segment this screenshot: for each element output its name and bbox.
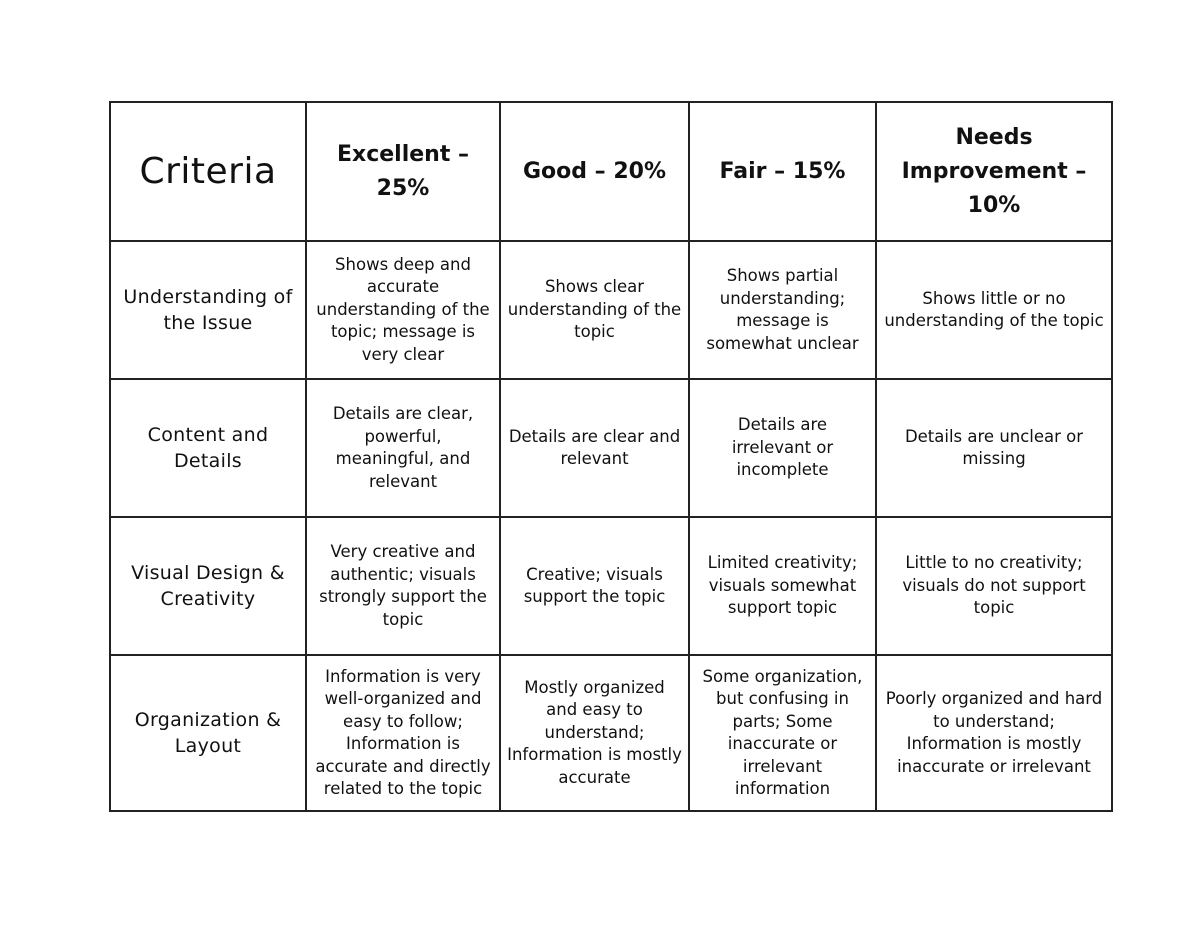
cell-organization-fair: Some organization, but confusing in parts; Some inaccurate or irrelevant information bbox=[689, 655, 876, 811]
criterion-content: Content and Details bbox=[110, 379, 306, 517]
criterion-understanding: Understanding of the Issue bbox=[110, 241, 306, 379]
cell-organization-excellent: Information is very well-organized and easy to follow; Information is accurate and directly related to the topic bbox=[306, 655, 500, 811]
table-row bbox=[110, 241, 1112, 379]
criterion-visual-design: Visual Design & Creativity bbox=[110, 517, 306, 655]
cell-understanding-needs-improvement: Shows little or no understanding of the topic bbox=[876, 241, 1112, 379]
cell-content-excellent: Details are clear, powerful, meaningful, and relevant bbox=[306, 379, 500, 517]
cell-visual-fair: Limited creativity; visuals somewhat support topic bbox=[689, 517, 876, 655]
cell-understanding-fair: Shows partial understanding; message is somewhat unclear bbox=[689, 241, 876, 379]
criteria-header: Criteria bbox=[110, 102, 306, 241]
cell-content-fair: Details are irrelevant or incomplete bbox=[689, 379, 876, 517]
rubric-table bbox=[109, 101, 1113, 812]
cell-visual-good: Creative; visuals support the topic bbox=[500, 517, 689, 655]
cell-organization-needs-improvement: Poorly organized and hard to understand; Information is mostly inaccurate or irrelevant bbox=[876, 655, 1112, 811]
level-header-fair: Fair – 15% bbox=[689, 102, 876, 241]
cell-content-good: Details are clear and relevant bbox=[500, 379, 689, 517]
table-row bbox=[110, 517, 1112, 655]
cell-visual-excellent: Very creative and authentic; visuals strongly support the topic bbox=[306, 517, 500, 655]
level-header-good: Good – 20% bbox=[500, 102, 689, 241]
table-row bbox=[110, 655, 1112, 811]
table-row bbox=[110, 379, 1112, 517]
level-header-excellent: Excellent – 25% bbox=[306, 102, 500, 241]
criterion-organization: Organization & Layout bbox=[110, 655, 306, 811]
header-row bbox=[110, 102, 1112, 241]
cell-visual-needs-improvement: Little to no creativity; visuals do not support topic bbox=[876, 517, 1112, 655]
level-header-needs-improvement: Needs Improvement – 10% bbox=[876, 102, 1112, 241]
cell-organization-good: Mostly organized and easy to understand; Information is mostly accurate bbox=[500, 655, 689, 811]
cell-understanding-good: Shows clear understanding of the topic bbox=[500, 241, 689, 379]
cell-understanding-excellent: Shows deep and accurate understanding of the topic; message is very clear bbox=[306, 241, 500, 379]
cell-content-needs-improvement: Details are unclear or missing bbox=[876, 379, 1112, 517]
